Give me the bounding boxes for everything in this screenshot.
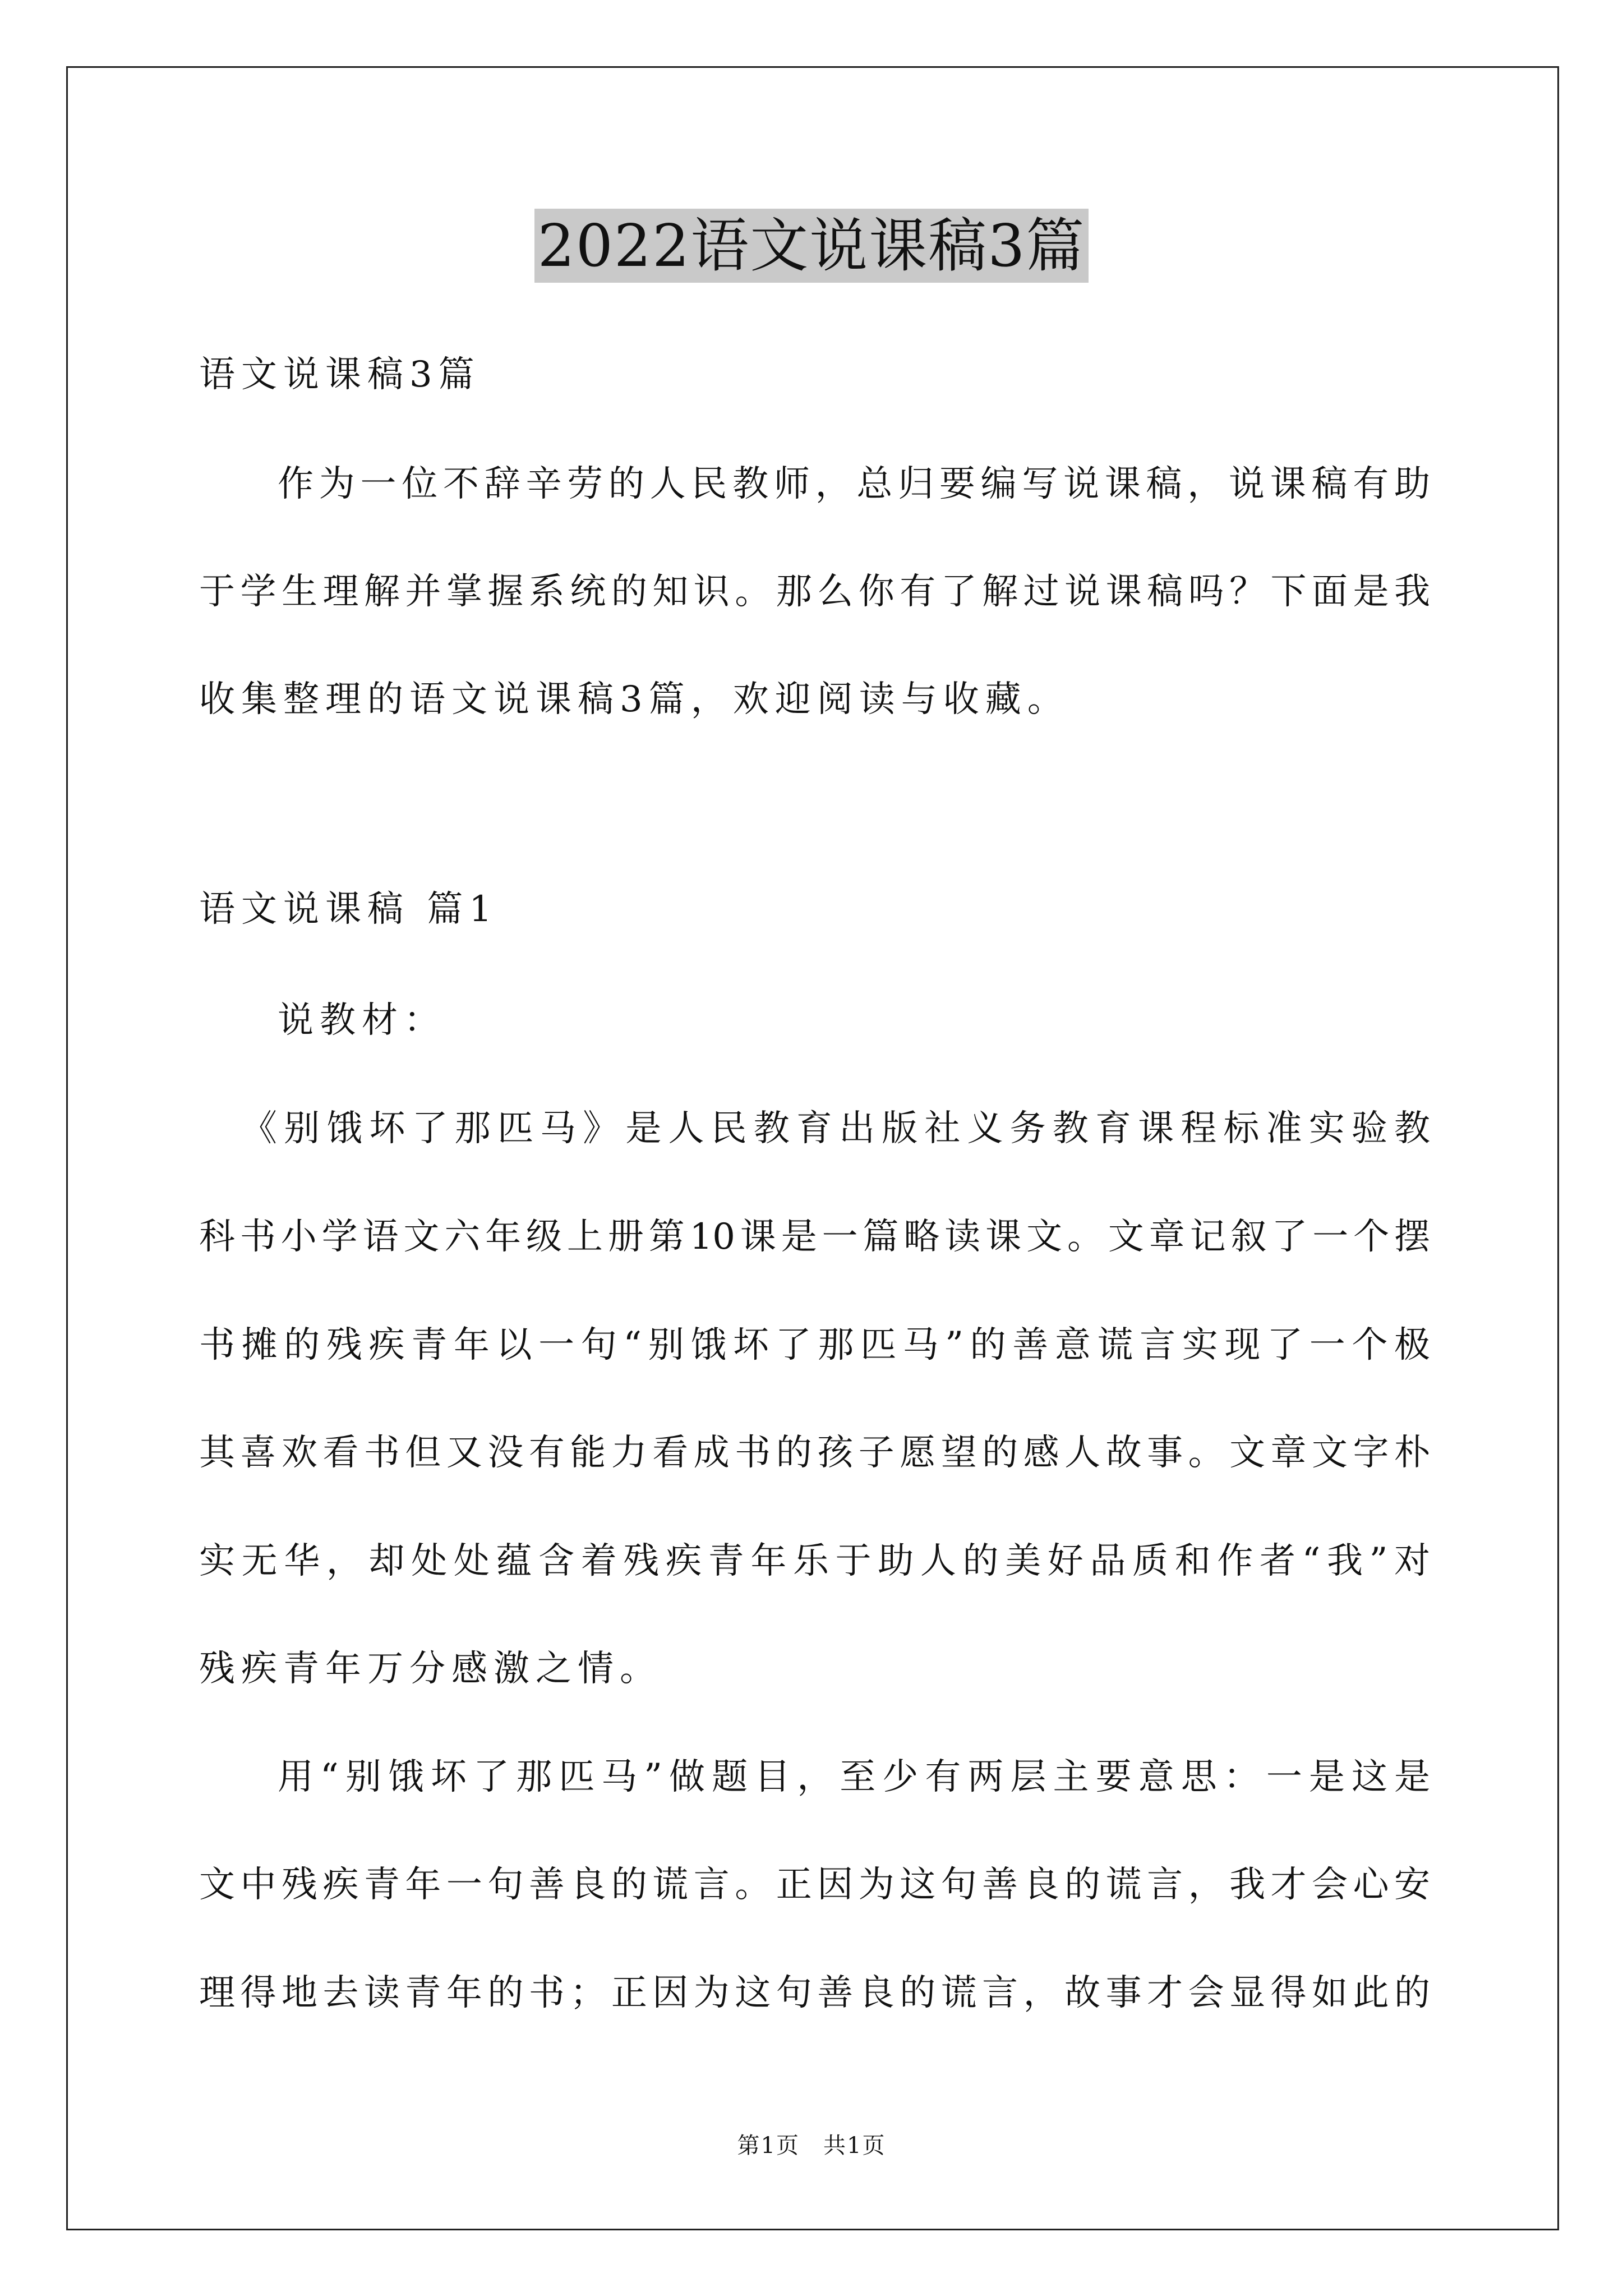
document-title: 2022语文说课稿3篇 [534, 209, 1089, 283]
para1-line-2: 科书小学语文六年级上册第10课是一篇略读课文。文章记叙了一个摆 [199, 1216, 1430, 1258]
subheading: 说教材： [278, 1000, 446, 1041]
para2-line-3: 理得地去读青年的书；正因为这句善良的谎言，故事才会显得如此的 [199, 1972, 1430, 2014]
para1-line-3: 书摊的残疾青年以一句“别饿坏了那匹马”的善意谎言实现了一个极 [199, 1324, 1430, 1366]
para2-line-1: 用“别饿坏了那匹马”做题目，至少有两层主要意思：一是这是 [278, 1756, 1430, 1798]
para1-line-6: 残疾青年万分感激之情。 [199, 1648, 662, 1690]
intro-line-1: 作为一位不辞辛劳的人民教师，总归要编写说课稿，说课稿有助 [278, 463, 1430, 505]
title-container [0, 209, 1623, 283]
para1-line-5: 实无华，却处处蕴含着残疾青年乐于助人的美好品质和作者“我”对 [199, 1540, 1430, 1582]
intro-line-2: 于学生理解并掌握系统的知识。那么你有了解过说课稿吗？下面是我 [199, 571, 1430, 613]
intro-line-3: 收集整理的语文说课稿3篇，欢迎阅读与收藏。 [199, 679, 1069, 720]
document-subtitle: 语文说课稿3篇 [199, 354, 481, 395]
para1-line-4: 其喜欢看书但又没有能力看成书的孩子愿望的感人故事。文章文字朴 [199, 1432, 1430, 1474]
para1-line-1: 《别饿坏了那匹马》是人民教育出版社义务教育课程标准实验教 [241, 1108, 1430, 1149]
page-footer: 第1页 共1页 [737, 2133, 886, 2159]
section-heading: 语文说课稿 篇1 [199, 889, 499, 930]
para2-line-2: 文中残疾青年一句善良的谎言。正因为这句善良的谎言，我才会心安 [199, 1864, 1430, 1906]
